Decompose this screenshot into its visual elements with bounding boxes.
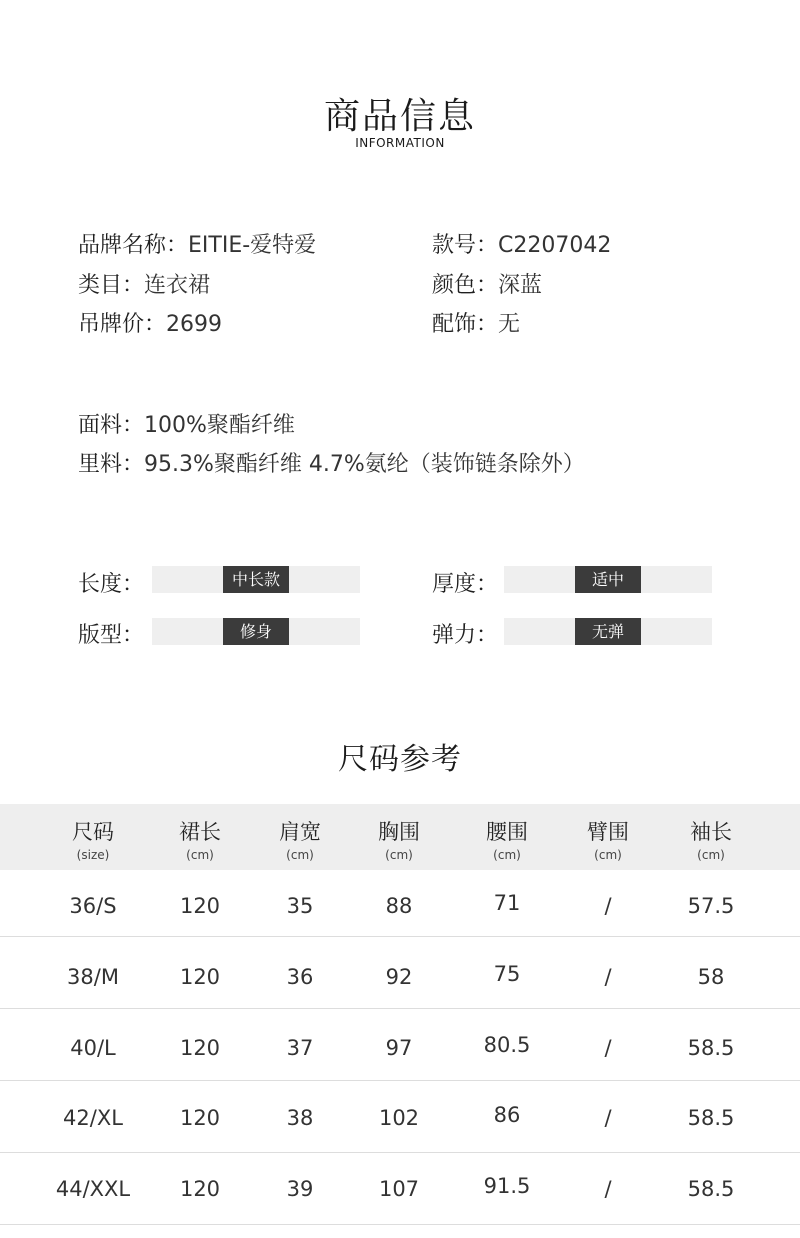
- col-waist-unit: (cm): [493, 848, 521, 862]
- col-dress-length-unit: (cm): [186, 848, 214, 862]
- arm-cell: /: [604, 1177, 612, 1201]
- bust-cell: 102: [378, 1106, 420, 1130]
- tag-price-row: [78, 307, 222, 338]
- tag-price-value: 2699: [166, 312, 223, 337]
- col-bust-unit: (cm): [385, 848, 413, 862]
- col-shoulder-unit: (cm): [286, 848, 314, 862]
- size-cell: 40/L: [70, 1036, 116, 1060]
- lining-label: 里料：: [78, 452, 145, 477]
- col-bust-name: 胸围: [378, 820, 420, 844]
- arm-cell: /: [604, 1036, 612, 1060]
- arm-cell: /: [604, 965, 612, 989]
- fabric-value: 100%聚酯纤维: [144, 413, 295, 438]
- col-dress-length: [145, 804, 255, 862]
- row-divider: [0, 936, 800, 937]
- col-arm: [553, 804, 663, 862]
- length-scale: [152, 566, 360, 593]
- arm-cell: /: [604, 1106, 612, 1130]
- waist-cell: 75: [493, 962, 521, 986]
- accessory-row: [432, 307, 520, 338]
- bust-cell: 107: [378, 1177, 420, 1201]
- col-sleeve: [656, 804, 766, 862]
- category-value: 连衣裙: [144, 273, 211, 298]
- row-divider: [0, 1152, 800, 1153]
- shoulder-cell: 36: [286, 965, 314, 989]
- elasticity-label: 弹力：: [432, 623, 499, 648]
- sleeve-cell: 58.5: [687, 1106, 735, 1130]
- fabric-row: [78, 408, 295, 439]
- page-subtitle: INFORMATION: [355, 136, 445, 150]
- elasticity-tag: 无弹: [575, 618, 641, 645]
- row-divider: [0, 1008, 800, 1009]
- shoulder-cell: 35: [286, 894, 314, 918]
- color-value: 深蓝: [498, 273, 543, 298]
- fit-label: 版型：: [78, 623, 145, 648]
- brand-label: 品牌名称：: [78, 233, 189, 258]
- col-sleeve-name: 袖长: [690, 820, 732, 844]
- category-label: 类目：: [78, 273, 145, 298]
- row-divider: [0, 1080, 800, 1081]
- size-cell: 36/S: [69, 894, 117, 918]
- fit-scale: [152, 618, 360, 645]
- col-waist: [452, 804, 562, 862]
- bust-cell: 88: [385, 894, 413, 918]
- size-table-header: [0, 804, 800, 870]
- style-no-label: 款号：: [432, 233, 499, 258]
- sleeve-cell: 58.5: [687, 1177, 735, 1201]
- sleeve-cell: 58.5: [687, 1036, 735, 1060]
- dress-length-cell: 120: [179, 1036, 221, 1060]
- dress-length-cell: 120: [179, 965, 221, 989]
- col-arm-name: 臂围: [587, 820, 629, 844]
- fit-tag: 修身: [223, 618, 289, 645]
- thickness-label: 厚度：: [432, 572, 499, 597]
- dress-length-cell: 120: [179, 1106, 221, 1130]
- col-dress-length-name: 裙长: [179, 820, 221, 844]
- brand-row: [78, 228, 316, 259]
- page-title: 商品信息: [323, 96, 476, 137]
- col-arm-unit: (cm): [594, 848, 622, 862]
- size-cell: 38/M: [67, 965, 119, 989]
- lining-value: 95.3%聚酯纤维 4.7%氨纶（装饰链条除外）: [144, 452, 585, 477]
- row-divider: [0, 1224, 800, 1225]
- col-waist-name: 腰围: [486, 820, 528, 844]
- col-size: [38, 804, 148, 862]
- waist-cell: 71: [493, 891, 521, 915]
- length-label: 长度：: [78, 572, 145, 597]
- category-row: [78, 268, 210, 299]
- arm-cell: /: [604, 894, 612, 918]
- sleeve-cell: 58: [697, 965, 725, 989]
- col-size-unit: (size): [76, 848, 110, 862]
- style-no-value: C2207042: [498, 233, 612, 258]
- accessory-label: 配饰：: [432, 312, 499, 337]
- col-size-name: 尺码: [72, 820, 114, 844]
- col-shoulder: [245, 804, 355, 862]
- length-tag: 中长款: [223, 566, 289, 593]
- elasticity-scale: [504, 618, 712, 645]
- style-no-row: [432, 228, 611, 259]
- dress-length-cell: 120: [179, 894, 221, 918]
- size-chart-title: 尺码参考: [338, 742, 462, 777]
- col-bust: [344, 804, 454, 862]
- color-label: 颜色：: [432, 273, 499, 298]
- col-shoulder-name: 肩宽: [279, 820, 321, 844]
- shoulder-cell: 37: [286, 1036, 314, 1060]
- color-row: [432, 268, 542, 299]
- accessory-value: 无: [498, 312, 521, 337]
- bust-cell: 92: [385, 965, 413, 989]
- size-cell: 44/XXL: [55, 1177, 131, 1201]
- shoulder-cell: 38: [286, 1106, 314, 1130]
- shoulder-cell: 39: [286, 1177, 314, 1201]
- bust-cell: 97: [385, 1036, 413, 1060]
- size-cell: 42/XL: [63, 1106, 123, 1130]
- col-sleeve-unit: (cm): [697, 848, 725, 862]
- fabric-label: 面料：: [78, 413, 145, 438]
- thickness-scale: [504, 566, 712, 593]
- waist-cell: 80.5: [483, 1033, 531, 1057]
- lining-row: [78, 447, 585, 478]
- waist-cell: 86: [493, 1103, 521, 1127]
- dress-length-cell: 120: [179, 1177, 221, 1201]
- sleeve-cell: 57.5: [687, 894, 735, 918]
- tag-price-label: 吊牌价：: [78, 312, 167, 337]
- thickness-tag: 适中: [575, 566, 641, 593]
- waist-cell: 91.5: [483, 1174, 531, 1198]
- brand-value: EITIE-爱特爱: [188, 233, 317, 258]
